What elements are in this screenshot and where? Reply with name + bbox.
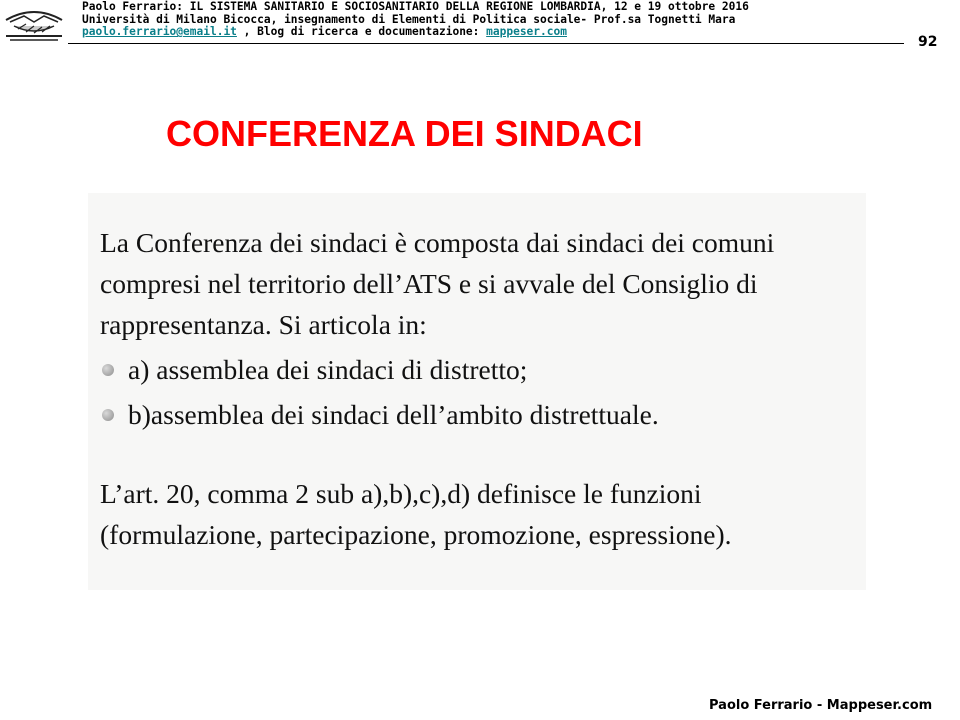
list-item-text: b)assemblea dei sindaci dell’ambito distrettuale. (128, 399, 659, 430)
header-rule (68, 43, 904, 44)
list-item (100, 349, 860, 390)
slide-header (82, 1, 749, 39)
list-item-text: a) assemblea dei sindaci di distretto; (128, 354, 528, 385)
bullet-icon (102, 409, 114, 421)
blog-link[interactable]: mappeser.com (486, 25, 567, 38)
slide-body (100, 222, 860, 555)
intro-paragraph: La Conferenza dei sindaci è composta dai sindaci dei comuni compresi nel territorio dell’ATS e si avvale del Consiglio di rappresentanza. Si articola in: (100, 227, 775, 340)
email-link[interactable]: paolo.ferrario@email.it (82, 25, 237, 38)
page-number: 92 (918, 34, 938, 50)
slide-title: CONFERENZA DEI SINDACI (166, 113, 643, 154)
closing-paragraph: L’art. 20, comma 2 sub a),b),c),d) definisce le funzioni (formulazione, partecipazione, promozione, espressione). (100, 478, 732, 550)
header-university-line: Università di Milano Bicocca, insegnamento di Elementi di Politica sociale- Prof.sa Tognetti Mara (82, 12, 736, 26)
slide-footer: Paolo Ferrario - Mappeser.com (709, 698, 933, 713)
header-contact-line (82, 26, 749, 39)
blog-label: , Blog di ricerca e documentazione: (236, 25, 487, 38)
bullet-icon (102, 364, 114, 376)
list-item (100, 394, 860, 435)
header-course-line: Paolo Ferrario: IL SISTEMA SANITARIO E SOCIOSANITARIO DELLA REGIONE LOMBARDIA, 12 e 19 ottobre 2016 (82, 0, 749, 13)
handshake-logo-icon (4, 2, 64, 42)
